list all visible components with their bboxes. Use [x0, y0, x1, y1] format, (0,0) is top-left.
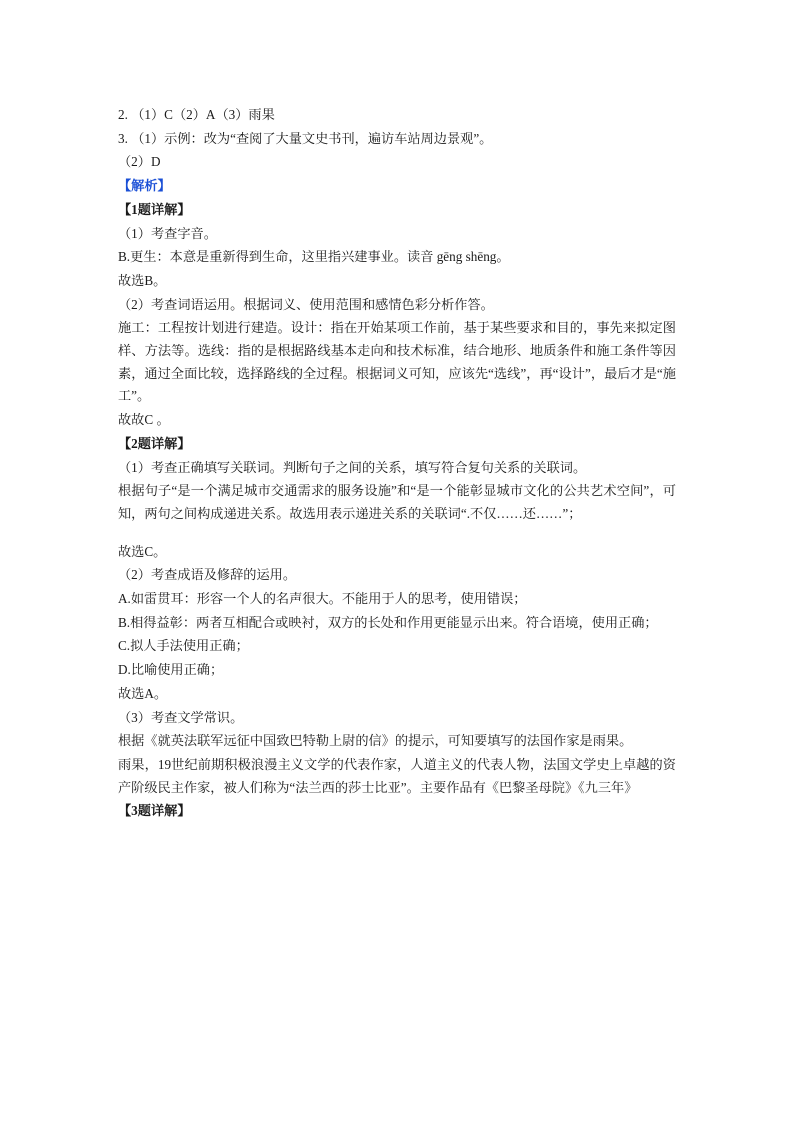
document-body	[118, 104, 676, 823]
q2-option-b: B.相得益彰：两者互相配合或映衬，双方的长处和作用更能显示出来。符合语境，使用正确；	[118, 614, 658, 630]
q1-explanation: 施工：工程按计划进行建造。设计：指在开始某项工作前，基于某些要求和目的，事先来拟定图样、方法等。选线：指的是根据路线基本走向和技术标准，结合地形、地质条件和施工条件等因素，通过全面比较，选择路线的全过程。根据词义可知，应该先“选线”，再“设计”，最后才是“施工”。	[118, 320, 676, 404]
paragraph-spacer	[118, 527, 676, 541]
q1-option-b: B.更生：本意是重新得到生命，这里指兴建事业。读音 gēng shēng。	[118, 249, 510, 265]
q2-option-c: C.拟人手法使用正确；	[118, 638, 249, 654]
q2-option-d: D.比喻使用正确；	[118, 662, 224, 678]
q2-explanation-2: 根据《就英法联军远征中国致巴特勒上尉的信》的提示，可知要填写的法国作家是雨果。	[118, 733, 633, 749]
q2-explanation-3: 雨果，19世纪前期积极浪漫主义文学的代表作家，人道主义的代表人物，法国文学史上卓越的资产阶级民主作家，被人们称为“法兰西的莎士比亚”。主要作品有《巴黎圣母院》《九三年》	[118, 756, 676, 795]
question-3-heading: 【3题详解】	[118, 803, 191, 819]
q2-answer-c: 故选C。	[118, 543, 167, 559]
answer-line-2: 2. （1）C（2）A（3）雨果	[118, 107, 275, 122]
q1-part2: （2）考查词语运用。根据词义、使用范围和感情色彩分析作答。	[118, 296, 494, 312]
q1-answer-b: 故选B。	[118, 272, 167, 288]
question-1-heading: 【1题详解】	[118, 201, 191, 217]
q2-explanation-1: 根据句子“是一个满足城市交通需求的服务设施”和“是一个能彰显城市文化的公共艺术空间”，可知，两句之间构成递进关系。故选用表示递进关系的关联词“.不仅……还……”；	[118, 483, 676, 521]
q2-answer-a: 故选A。	[118, 685, 168, 701]
answer-line-3b: （2）D	[118, 154, 161, 170]
q2-part3: （3）考查文学常识。	[118, 709, 244, 725]
q2-option-a: A.如雷贯耳：形容一个人的名声很大。不能用于人的思考，使用错误；	[118, 591, 527, 607]
q1-part1: （1）考查字音。	[118, 225, 217, 241]
q2-part2: （2）考查成语及修辞的运用。	[118, 567, 297, 583]
question-2-heading: 【2题详解】	[118, 435, 191, 451]
analysis-heading: 【解析】	[118, 178, 171, 194]
answer-line-3a: 3. （1）示例：改为“查阅了大量文史书刊，遍访车站周边景观”。	[118, 130, 493, 146]
q2-part1: （1）考查正确填写关联词。判断句子之间的关系，填写符合复句关系的关联词。	[118, 459, 587, 475]
q1-answer-c: 故故C 。	[118, 412, 170, 428]
